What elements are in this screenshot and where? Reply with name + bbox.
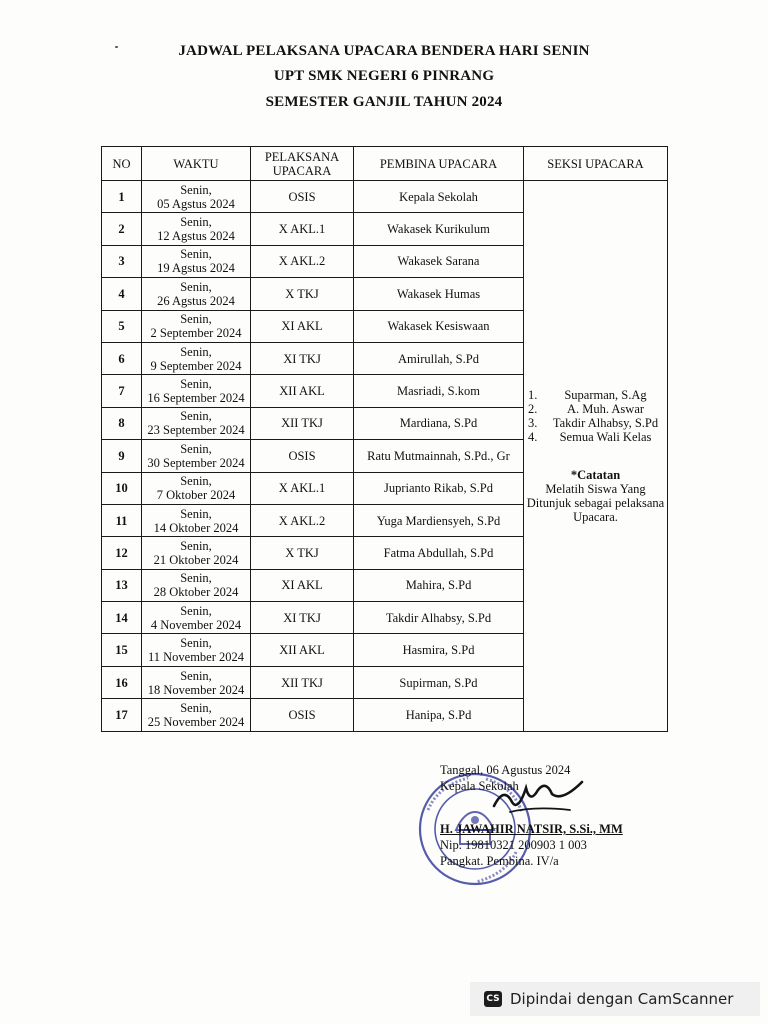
table-row bbox=[102, 181, 668, 213]
seksi-item-text: Semua Wali Kelas bbox=[559, 429, 652, 444]
row-day: Senin, bbox=[180, 344, 212, 359]
row-no: 4 bbox=[102, 278, 142, 310]
row-pelaksana: XII TKJ bbox=[251, 666, 354, 698]
row-day: Senin, bbox=[180, 279, 212, 294]
row-waktu bbox=[142, 375, 251, 407]
row-pelaksana: OSIS bbox=[251, 181, 354, 213]
row-day: Senin, bbox=[180, 377, 212, 392]
row-no: 13 bbox=[102, 569, 142, 601]
signature-block bbox=[440, 762, 623, 869]
row-waktu bbox=[142, 569, 251, 601]
row-pembina: Mahira, S.Pd bbox=[354, 569, 524, 601]
row-waktu bbox=[142, 666, 251, 698]
row-no: 9 bbox=[102, 440, 142, 472]
row-no: 5 bbox=[102, 310, 142, 342]
row-pembina: Wakasek Kurikulum bbox=[354, 213, 524, 245]
row-day: Senin, bbox=[180, 506, 212, 521]
catatan-note bbox=[526, 468, 665, 524]
table-header-row bbox=[102, 147, 668, 181]
seksi-list-item bbox=[526, 430, 665, 444]
row-date: 11 November 2024 bbox=[147, 650, 245, 665]
row-waktu bbox=[142, 602, 251, 634]
row-pembina: Supirman, S.Pd bbox=[354, 666, 524, 698]
row-day: Senin, bbox=[180, 571, 212, 586]
seksi-item-number: 4. bbox=[528, 429, 538, 444]
signature-role: Kepala Sekolah bbox=[440, 779, 519, 793]
row-waktu bbox=[142, 245, 251, 277]
row-date: 19 Agstus 2024 bbox=[157, 261, 235, 276]
row-date: 26 Agstus 2024 bbox=[157, 293, 235, 308]
row-pembina: Hanipa, S.Pd bbox=[354, 699, 524, 731]
row-day: Senin, bbox=[180, 182, 212, 197]
seksi-list bbox=[526, 388, 665, 444]
seksi-item-number: 3. bbox=[528, 415, 538, 430]
row-pembina: Juprianto Rikab, S.Pd bbox=[354, 472, 524, 504]
row-date: 25 November 2024 bbox=[147, 714, 245, 729]
signatory-nip: Nip. 19810321 200903 1 003 bbox=[440, 838, 587, 852]
camscanner-watermark bbox=[470, 982, 760, 1016]
row-date: 7 Oktober 2024 bbox=[156, 488, 236, 503]
header-pelaksana-line1: PELAKSANA bbox=[264, 149, 340, 164]
row-day: Senin, bbox=[180, 441, 212, 456]
row-day: Senin, bbox=[180, 636, 212, 651]
row-date: 30 September 2024 bbox=[147, 455, 245, 470]
header-no: NO bbox=[102, 147, 142, 181]
row-pelaksana: OSIS bbox=[251, 699, 354, 731]
row-day: Senin, bbox=[180, 538, 212, 553]
row-pelaksana: XII AKL bbox=[251, 375, 354, 407]
row-day: Senin, bbox=[180, 603, 212, 618]
seksi-item-number: 2. bbox=[528, 401, 538, 416]
row-day: Senin, bbox=[180, 247, 212, 262]
row-waktu bbox=[142, 699, 251, 731]
row-no: 14 bbox=[102, 602, 142, 634]
row-no: 1 bbox=[102, 181, 142, 213]
row-day: Senin, bbox=[180, 700, 212, 715]
row-day: Senin, bbox=[180, 312, 212, 327]
header-pembina: PEMBINA UPACARA bbox=[354, 147, 524, 181]
row-no: 8 bbox=[102, 407, 142, 439]
row-pembina: Mardiana, S.Pd bbox=[354, 407, 524, 439]
row-no: 6 bbox=[102, 342, 142, 374]
row-no: 10 bbox=[102, 472, 142, 504]
row-pelaksana: OSIS bbox=[251, 440, 354, 472]
seksi-list-item bbox=[526, 388, 665, 402]
header-pelaksana-line2: UPACARA bbox=[272, 163, 332, 178]
row-waktu bbox=[142, 181, 251, 213]
camscanner-logo-icon: CS bbox=[484, 991, 502, 1007]
row-date: 9 September 2024 bbox=[150, 358, 242, 373]
row-pembina: Wakasek Kesiswaan bbox=[354, 310, 524, 342]
row-pelaksana: X AKL.2 bbox=[251, 504, 354, 536]
row-pembina: Kepala Sekolah bbox=[354, 181, 524, 213]
seksi-item-text: A. Muh. Aswar bbox=[566, 401, 645, 416]
row-waktu bbox=[142, 310, 251, 342]
row-date: 23 September 2024 bbox=[147, 423, 245, 438]
row-no: 2 bbox=[102, 213, 142, 245]
schedule-table bbox=[101, 146, 668, 732]
row-pembina: Masriadi, S.kom bbox=[354, 375, 524, 407]
row-no: 16 bbox=[102, 666, 142, 698]
signature-date: Tanggal, 06 Agustus 2024 bbox=[440, 763, 571, 777]
row-day: Senin, bbox=[180, 474, 212, 489]
row-pembina: Wakasek Sarana bbox=[354, 245, 524, 277]
row-waktu bbox=[142, 472, 251, 504]
row-no: 3 bbox=[102, 245, 142, 277]
row-pelaksana: XII AKL bbox=[251, 634, 354, 666]
header-seksi: SEKSI UPACARA bbox=[524, 147, 668, 181]
row-pelaksana: XI TKJ bbox=[251, 342, 354, 374]
school-name: UPT SMK NEGERI 6 PINRANG bbox=[273, 68, 495, 84]
row-date: 05 Agstus 2024 bbox=[157, 196, 235, 211]
row-waktu bbox=[142, 504, 251, 536]
row-date: 28 Oktober 2024 bbox=[153, 585, 239, 600]
row-pelaksana: X AKL.2 bbox=[251, 245, 354, 277]
row-pelaksana: X AKL.1 bbox=[251, 213, 354, 245]
row-waktu bbox=[142, 213, 251, 245]
row-no: 11 bbox=[102, 504, 142, 536]
row-pembina: Hasmira, S.Pd bbox=[354, 634, 524, 666]
row-waktu bbox=[142, 342, 251, 374]
row-date: 4 November 2024 bbox=[150, 617, 242, 632]
row-date: 16 September 2024 bbox=[147, 391, 245, 406]
header-pelaksana bbox=[251, 147, 354, 181]
row-date: 2 September 2024 bbox=[150, 326, 242, 341]
seksi-item-text: Suparman, S.Ag bbox=[564, 387, 647, 402]
row-pelaksana: XI AKL bbox=[251, 569, 354, 601]
row-no: 12 bbox=[102, 537, 142, 569]
row-pelaksana: X TKJ bbox=[251, 278, 354, 310]
row-pelaksana: X TKJ bbox=[251, 537, 354, 569]
row-pembina: Yuga Mardiensyeh, S.Pd bbox=[354, 504, 524, 536]
row-no: 7 bbox=[102, 375, 142, 407]
row-waktu bbox=[142, 440, 251, 472]
row-pembina: Fatma Abdullah, S.Pd bbox=[354, 537, 524, 569]
signatory-rank: Pangkat. Pembina. IV/a bbox=[440, 854, 559, 868]
row-pembina: Amirullah, S.Pd bbox=[354, 342, 524, 374]
semester-title: SEMESTER GANJIL TAHUN 2024 bbox=[265, 94, 503, 110]
header-waktu: WAKTU bbox=[142, 147, 251, 181]
row-day: Senin, bbox=[180, 215, 212, 230]
row-pembina: Wakasek Humas bbox=[354, 278, 524, 310]
signatory-name: H. JAWAHIR NATSIR, S.Si., MM bbox=[440, 822, 623, 836]
row-waktu bbox=[142, 407, 251, 439]
row-date: 12 Agstus 2024 bbox=[157, 229, 235, 244]
seksi-item-text: Takdir Alhabsy, S.Pd bbox=[552, 415, 659, 430]
row-pelaksana: XII TKJ bbox=[251, 407, 354, 439]
row-date: 14 Oktober 2024 bbox=[153, 520, 239, 535]
row-day: Senin, bbox=[180, 668, 212, 683]
row-date: 21 Oktober 2024 bbox=[153, 552, 239, 567]
row-no: 15 bbox=[102, 634, 142, 666]
row-date: 18 November 2024 bbox=[147, 682, 245, 697]
seksi-item-number: 1. bbox=[528, 387, 538, 402]
row-waktu bbox=[142, 634, 251, 666]
row-waktu bbox=[142, 278, 251, 310]
row-day: Senin, bbox=[180, 409, 212, 424]
catatan-text: Melatih Siswa Yang Ditunjuk sebagai pelaksana Upacara. bbox=[526, 481, 665, 524]
row-pelaksana: XI TKJ bbox=[251, 602, 354, 634]
row-waktu bbox=[142, 537, 251, 569]
catatan-title: *Catatan bbox=[570, 467, 621, 482]
row-pembina: Ratu Mutmainnah, S.Pd., Gr bbox=[354, 440, 524, 472]
row-no: 17 bbox=[102, 699, 142, 731]
seksi-list-item bbox=[526, 402, 665, 416]
seksi-upacara-cell bbox=[524, 181, 668, 732]
seksi-list-item bbox=[526, 416, 665, 430]
document-title: JADWAL PELAKSANA UPACARA BENDERA HARI SENIN bbox=[178, 43, 590, 59]
camscanner-text: Dipindai dengan CamScanner bbox=[510, 990, 734, 1008]
row-pelaksana: X AKL.1 bbox=[251, 472, 354, 504]
row-pelaksana: XI AKL bbox=[251, 310, 354, 342]
row-pembina: Takdir Alhabsy, S.Pd bbox=[354, 602, 524, 634]
